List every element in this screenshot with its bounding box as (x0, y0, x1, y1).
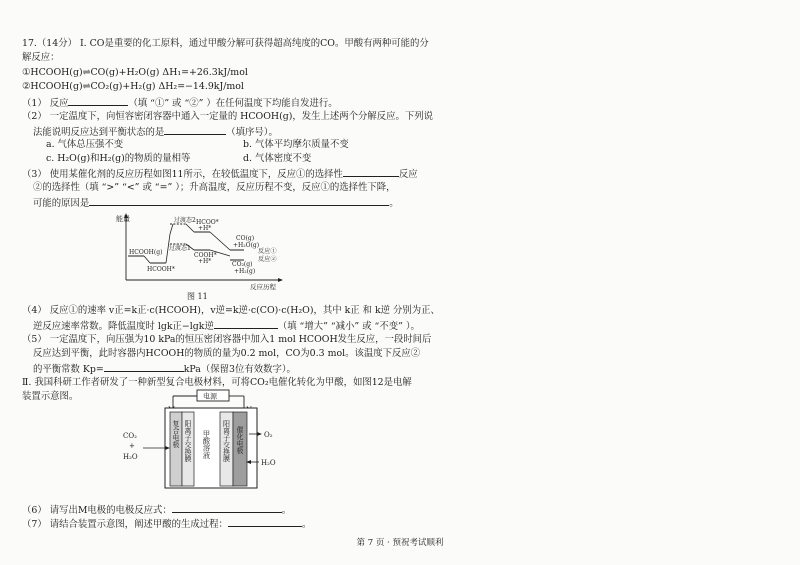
x-axis-label: 反应历程 (250, 283, 276, 290)
part-2-line-2: 装置示意图。 (22, 391, 79, 402)
answer-blank-7[interactable] (228, 517, 302, 527)
formic-acid-solution-label: 甲酸溶液 (202, 430, 212, 459)
cation-membrane-left-label: 阳离子交换膜 (184, 420, 192, 462)
sub-question-6: （6） 请写出M电极的电极反应式： 。 (22, 505, 292, 516)
answer-blank-3a[interactable] (343, 167, 399, 177)
label-hcooh-g: HCOOH(g) (129, 249, 163, 256)
option-d: d. 气体密度不变 (243, 153, 312, 164)
reaction-1: ①HCOOH(g)⇌CO(g)+H₂O(g) ΔH₁=+26.3kJ/mol (22, 67, 248, 78)
sub-question-4-line-2: 逆反应速率常数。降低温度时 lgk正−lgk逆 （填 “增大” “减小” 或 “不变” ）。 (33, 321, 420, 332)
power-supply-label: 电源 (203, 392, 217, 401)
answer-blank-1[interactable] (68, 96, 128, 106)
sub-question-3-line-1: （3） 使用某催化剂的反应历程如图11所示，在较低温度下，反应①的选择性 反应 (22, 169, 418, 180)
label-co2-g: CO₂(g) (232, 261, 253, 268)
catalytic-electrode-label: 催化电极 (236, 426, 244, 454)
sub-question-2-line-2: 法能说明反应达到平衡状态的是 （填序号）。 (33, 127, 278, 138)
question-17-intro-line-2: 解反应： (22, 52, 60, 63)
answer-blank-5[interactable] (104, 362, 184, 372)
composite-electrode-label: 复合电极 (172, 420, 180, 448)
h2o-output-label: H₂O (261, 459, 276, 467)
label-ts2: 过渡态2 (174, 217, 196, 224)
label-hcooh-ads: HCOOH* (147, 266, 175, 273)
label-h2-g: +H₂(g) (234, 268, 256, 275)
part-2-line-1: Ⅱ. 我国科研工作者研发了一种新型复合电极材料，可将CO₂电催化转化为甲酸，如图12是电解 (22, 377, 412, 388)
figure-11-energy-diagram (110, 210, 295, 290)
cation-membrane-right-label: 阳离子交换膜 (222, 420, 231, 462)
reaction-2: ②HCOOH(g)⇌CO₂(g)+H₂(g) ΔH₂=−14.9kJ/mol (22, 81, 244, 92)
plus-sign: + (129, 442, 135, 450)
option-a: a. 气体总压强不变 (46, 139, 124, 150)
sub-question-2-line-1: （2） 一定温度下，向恒容密闭容器中通入一定量的 HCOOH(g)，发生上述两个分解反应。下列说 (22, 111, 434, 122)
label-h-ads-2: +H* (198, 258, 212, 265)
sub-question-5-line-3: 的平衡常数 Kp= kPa（保留3位有效数字）。 (33, 364, 296, 375)
label-ts1: 过渡态1 (169, 245, 191, 252)
edge-2 (186, 224, 194, 232)
page-footer: 第 7 页 · 预祝考试顺利 (356, 538, 444, 548)
sub-question-5-line-2: 反应达到平衡，此时容器内HCOOH的物质的量为0.2 mol，CO为0.3 mol。该温度下反应② (33, 348, 421, 359)
o2-arrowhead (257, 432, 262, 436)
label-reaction-1: 反应① (258, 248, 277, 255)
x-axis-arrow (278, 278, 283, 282)
answer-blank-4[interactable] (214, 319, 278, 329)
option-c: c. H₂O(g)和H₂(g)的物质的量相等 (46, 153, 191, 164)
y-axis-label: 能量 (116, 215, 130, 223)
answer-blank-3b[interactable] (89, 196, 389, 206)
answer-blank-6[interactable] (172, 503, 282, 513)
sub-question-5-line-1: （5） 一定温度下，向压强为10 kPa的恒压密闭容器中加入1 mol HCOOH发生反应，一段时间后 (22, 334, 432, 345)
sub-question-4-line-1: （4） 反应①的速率 v正=k正·c(HCOOH)，v逆=k逆·c(CO)·c(H₂O)，其中 k正 和 k逆 分别为正、 (22, 305, 440, 316)
edge-1 (144, 256, 150, 263)
label-h-ads-1: +H* (198, 225, 212, 232)
sub-question-1: （1） 反应 （填 “①” 或 “②” ）在任何温度下均能自发进行。 (22, 98, 338, 109)
sub-question-7: （7） 请结合装置示意图，阐述甲酸的生成过程： 。 (22, 519, 312, 530)
label-h2o-g: +H₂O(g) (233, 242, 260, 249)
figure-11-caption: 图 11 (187, 292, 208, 301)
label-co-g: CO(g) (236, 235, 255, 242)
label-cooh: COOH* (194, 252, 217, 259)
sub-question-3-line-2: ②的选择性（填 “>” “<” 或 “=” ）；升高温度，反应历程不变，反应①的选择性下降， (33, 182, 396, 193)
h2o-input-label: H₂O (123, 453, 138, 461)
sub-question-3-line-3: 可能的原因是 。 (33, 198, 399, 209)
o2-output-label: O₂ (264, 431, 273, 439)
question-17-intro-line-1: 17.（14分） Ⅰ. CO是重要的化工原料，通过甲酸分解可获得超高纯度的CO。甲酸有两种可能的分 (22, 38, 429, 49)
answer-blank-2[interactable] (164, 125, 226, 135)
co2-input-label: CO₂ (123, 432, 137, 440)
edge-3 (210, 232, 230, 250)
label-reaction-2: 反应② (258, 256, 277, 263)
figure-12-electrolysis-device (115, 386, 300, 498)
label-hcoo: HCOO* (196, 219, 219, 226)
option-b: b. 气体平均摩尔质量不变 (243, 139, 349, 150)
